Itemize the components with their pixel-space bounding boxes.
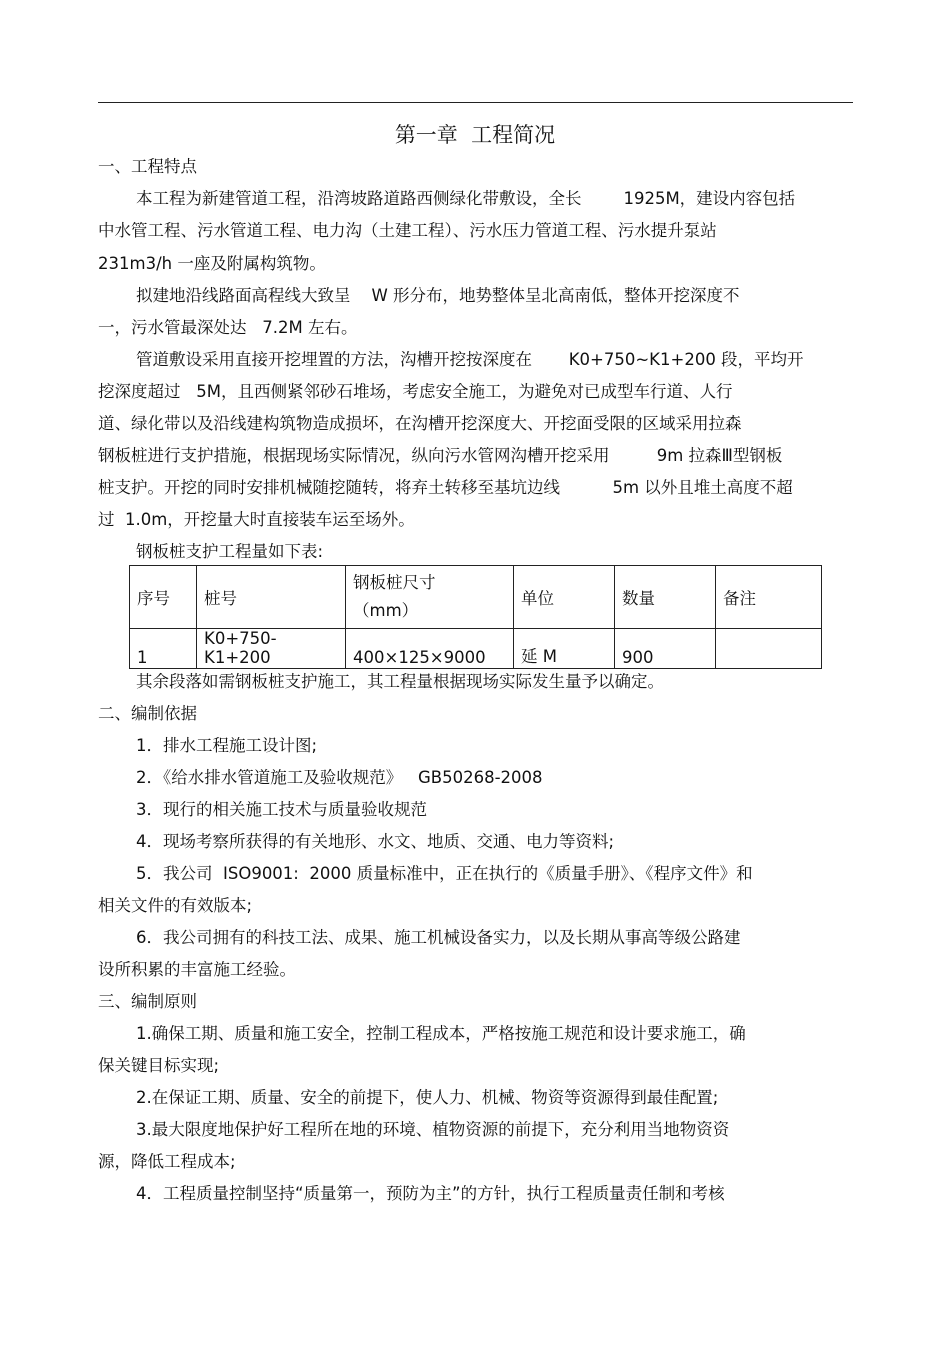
paragraph-line: 中水管工程、污水管道工程、电力沟（土建工程）、污水压力管道工程、污水提升泵站 xyxy=(98,221,717,240)
sheet-pile-table xyxy=(129,565,822,669)
paragraph-line: 道、绿化带以及沿线建构筑物造成损坏，在沟槽开挖深度大、开挖面受限的区域采用拉森 xyxy=(98,414,742,433)
paragraph-line: 钢板桩进行支护措施，根据现场实际情况，纵向污水管网沟槽开挖采用 9m 拉森Ⅲ型钢板 xyxy=(98,446,783,465)
paragraph-line: 过 1.0m，开挖量大时直接装车运至场外。 xyxy=(98,510,415,529)
header-note: 备注 xyxy=(716,566,822,629)
cell-pile: K0+750-K1+200 xyxy=(197,629,346,669)
table-caption: 钢板桩支护工程量如下表: xyxy=(136,542,324,561)
header-size-line2: （mm） xyxy=(353,601,419,620)
cell-seq: 1 xyxy=(130,629,197,669)
header-pile: 桩号 xyxy=(197,566,346,629)
paragraph-line: 其余段落如需钢板桩支护施工，其工程量根据现场实际发生量予以确定。 xyxy=(136,672,664,691)
cell-note xyxy=(716,629,822,669)
cell-unit: 延 M xyxy=(514,629,615,669)
list-item: 4．工程质量控制坚持“质量第一，预防为主”的方针，执行工程质量责任制和考核 xyxy=(136,1184,725,1203)
section-heading-3: 三、编制原则 xyxy=(98,992,197,1011)
header-size xyxy=(346,566,514,629)
header-size-line1: 钢板桩尺寸 xyxy=(353,573,436,592)
section-heading-1: 一、工程特点 xyxy=(98,157,197,176)
list-item: 3．现行的相关施工技术与质量验收规范 xyxy=(136,800,427,819)
chapter-title: 第一章 工程简况 xyxy=(394,123,556,147)
paragraph-line: 拟建地沿线路面高程线大致呈 W 形分布，地势整体呈北高南低，整体开挖深度不 xyxy=(136,286,740,305)
list-item: 5．我公司 ISO9001: 2000 质量标准中，正在执行的《质量手册》、《程序文件》和 xyxy=(136,864,753,883)
header-qty: 数量 xyxy=(615,566,716,629)
list-item: 3.最大限度地保护好工程所在地的环境、植物资源的前提下，充分利用当地物资资 xyxy=(136,1120,730,1139)
list-item: 2．《给水排水管道施工及验收规范》 GB50268-2008 xyxy=(136,768,543,787)
paragraph-line: 挖深度超过 5M，且西侧紧邻砂石堆场，考虑安全施工，为避免对已成型车行道、人行 xyxy=(98,382,733,401)
header-rule xyxy=(98,102,853,103)
cell-qty: 900 xyxy=(615,629,716,669)
list-item: 1．排水工程施工设计图; xyxy=(136,736,318,755)
list-item-cont: 保关键目标实现; xyxy=(98,1056,220,1075)
list-item-cont: 源，降低工程成本; xyxy=(98,1152,236,1171)
header-unit: 单位 xyxy=(514,566,615,629)
list-item: 4．现场考察所获得的有关地形、水文、地质、交通、电力等资料; xyxy=(136,832,615,851)
cell-size: 400×125×9000 xyxy=(346,629,514,669)
list-item-cont: 相关文件的有效版本; xyxy=(98,896,253,915)
section-heading-2: 二、编制依据 xyxy=(98,704,197,723)
header-seq: 序号 xyxy=(130,566,197,629)
list-item: 6．我公司拥有的科技工法、成果、施工机械设备实力，以及长期从事高等级公路建 xyxy=(136,928,741,947)
list-item: 2.在保证工期、质量、安全的前提下，使人力、机械、物资等资源得到最佳配置; xyxy=(136,1088,719,1107)
paragraph-line: 一，污水管最深处达 7.2M 左右。 xyxy=(98,318,358,337)
table-header-row xyxy=(130,566,822,629)
paragraph-line: 桩支护。开挖的同时安排机械随挖随转，将弃土转移至基坑边线 5m 以外且堆土高度不超 xyxy=(98,478,793,497)
table-row xyxy=(130,629,822,669)
list-item: 1.确保工期、质量和施工安全，控制工程成本，严格按施工规范和设计要求施工，确 xyxy=(136,1024,746,1043)
list-item-cont: 设所积累的丰富施工经验。 xyxy=(98,960,296,979)
paragraph-line: 本工程为新建管道工程，沿湾坡路道路西侧绿化带敷设，全长 1925M，建设内容包括 xyxy=(136,189,796,208)
paragraph-line: 管道敷设采用直接开挖埋置的方法，沟槽开挖按深度在 K0+750~K1+200 段，平均开 xyxy=(136,350,804,369)
paragraph-line: 231m3/h 一座及附属构筑物。 xyxy=(98,254,326,273)
